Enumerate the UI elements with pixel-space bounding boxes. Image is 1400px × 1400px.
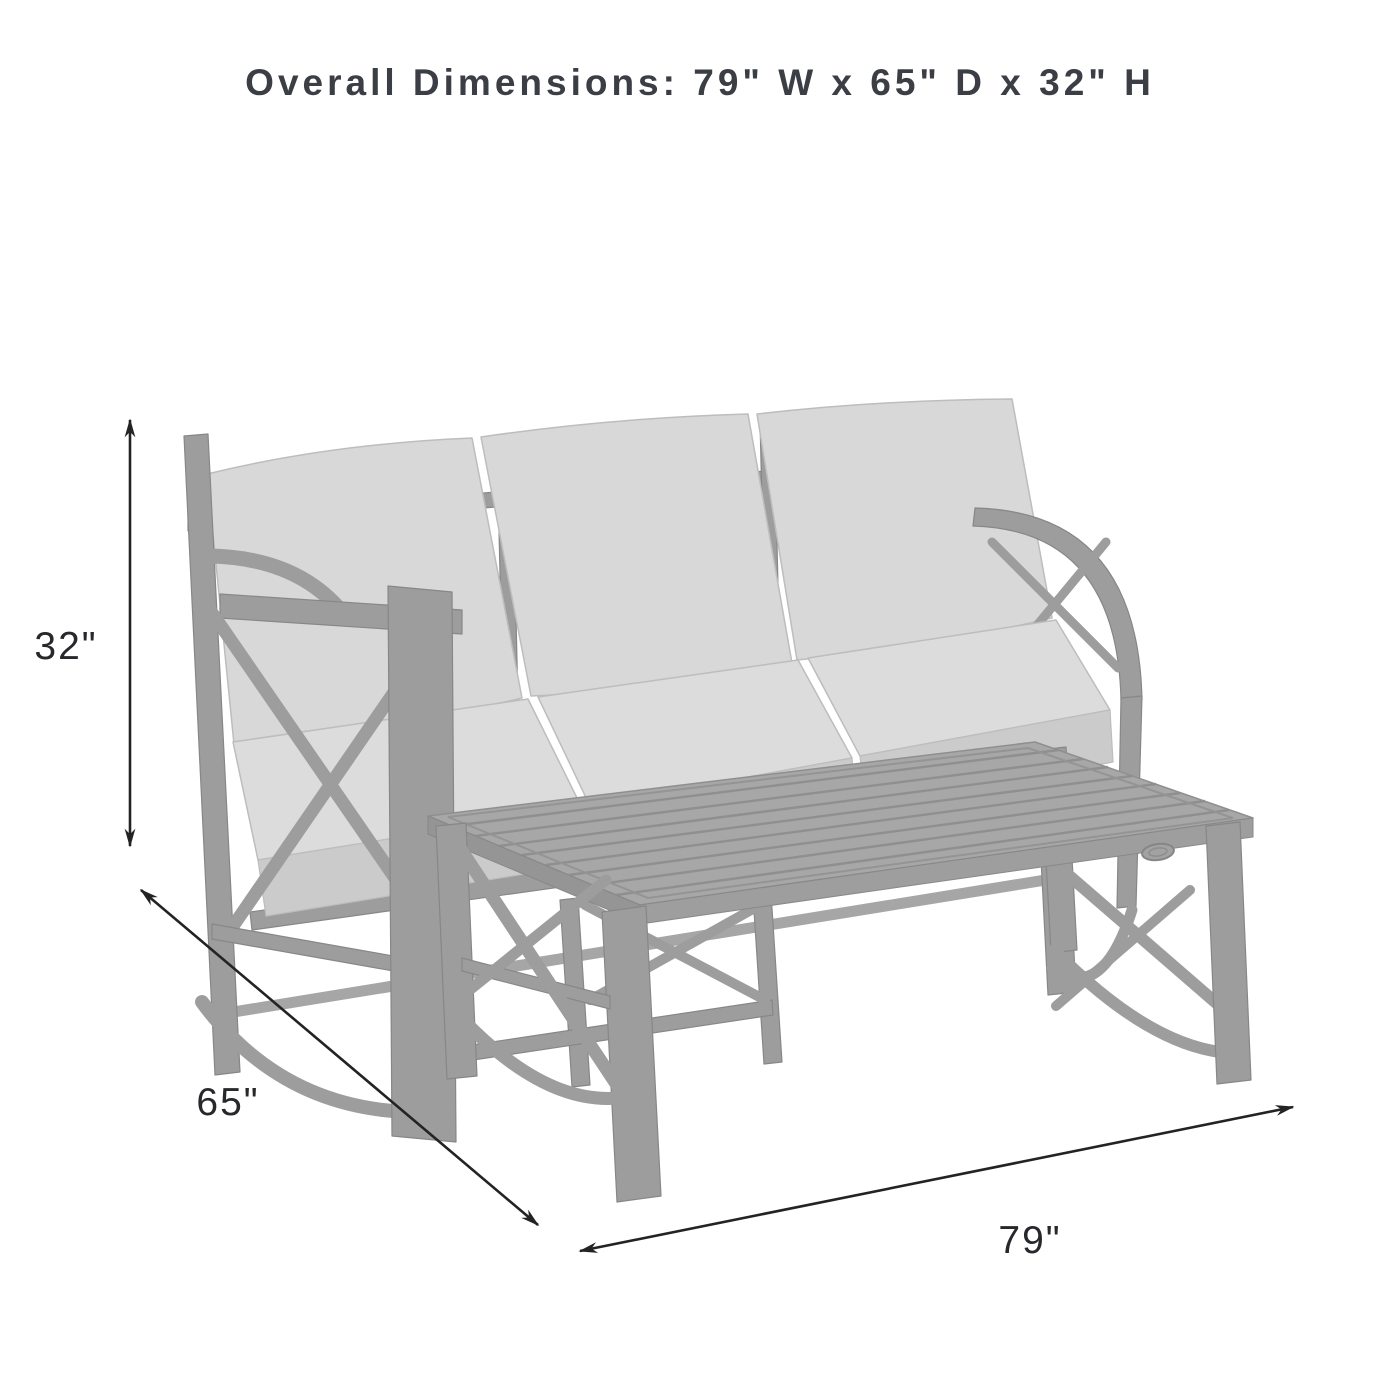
width-dimension-arrow <box>580 1107 1293 1251</box>
back-cushion-middle <box>481 414 792 696</box>
depth-dimension-label: 65" <box>196 1081 260 1124</box>
height-dimension-label: 32" <box>34 625 98 668</box>
table-right-leg <box>1206 822 1251 1084</box>
width-dimension-label: 79" <box>998 1219 1062 1262</box>
table-right-bottom-curve <box>1054 950 1220 1052</box>
page-title: Overall Dimensions: 79" W x 65" D x 32" H <box>245 62 1155 103</box>
back-cushion-left <box>207 438 522 744</box>
coffee-table-illustration <box>428 742 1253 1202</box>
table-front-leg <box>602 906 661 1202</box>
